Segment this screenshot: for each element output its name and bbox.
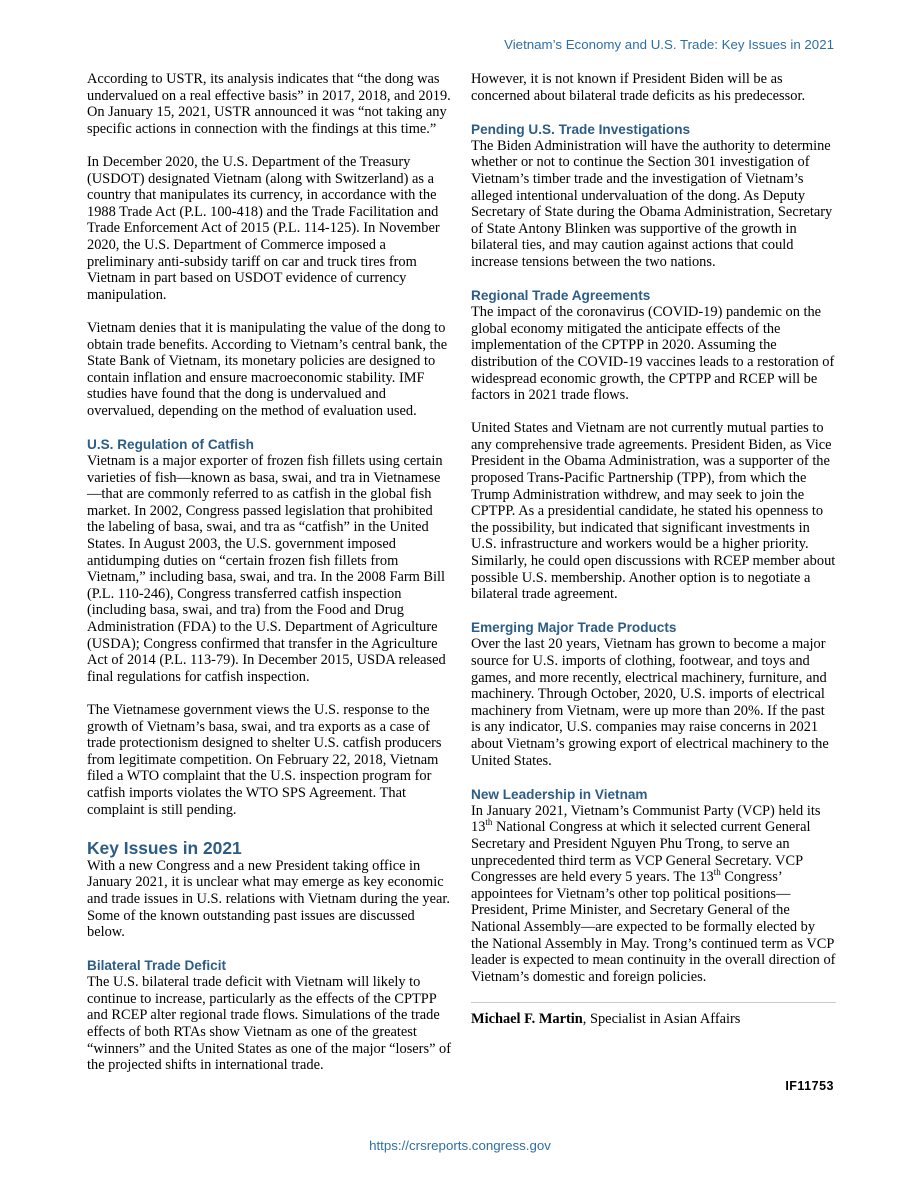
paragraph-new-leadership (471, 803, 836, 986)
paragraph-trade-agreements: United States and Vietnam are not currently mutual parties to any comprehensive trade agreements. President Biden, as Vice President in the Obama Administration, was a supporter of the proposed Trans-Pacific Partnership (TPP), from which the Trump Administration withdrew, and may seek to join the CPTPP. As a presidential candidate, he stated his openness to the possibility, but indicated that significant investments in U.S. infrastructure and workers would be a higher priority. Similarly, he could open discussions with RCEP member about possible U.S. membership. Another option is to negotiate a bilateral trade agreement. (471, 420, 836, 603)
paragraph-pending-investigations: The Biden Administration will have the authority to determine whether or not to continue the Section 301 investigation of Vietnam’s timber trade and the investigation of Vietnam’s alleged intentional undervaluation of the dong. As Deputy Secretary of State during the Obama Administration, Secretary of State Antony Blinken was supportive of the growth in bilateral ties, and may caution against actions that could increase tensions between the two nations. (471, 137, 833, 270)
running-header: Vietnam’s Economy and U.S. Trade: Key Issues in 2021 (504, 37, 834, 52)
heading-regional-trade-agreements: Regional Trade Agreements (471, 288, 651, 304)
right-column (471, 71, 836, 1044)
heading-emerging-products: Emerging Major Trade Products (471, 620, 677, 636)
paragraph-emerging-products: Over the last 20 years, Vietnam has grown to become a major source for U.S. imports of clothing, footwear, and toys and games, and more recently, electrical machinery, furniture, and machinery. Through October, 2020, U.S. imports of electrical machinery from Vietnam, were up more than 20%. If the past is any indicator, U.S. companies may raise concerns in 2021 about Vietnam’s growing export of electrical machinery to the United States. (471, 636, 829, 769)
paragraph-vietnam-denial: Vietnam denies that it is manipulating the value of the dong to obtain trade benefits. According to Vietnam’s central bank, the State Bank of Vietnam, its monetary policies are designed to contain inflation and ensure macroeconomic stability. IMF studies have found that the dong is undervalued and overvalued, depending on the method of evaluation used. (87, 319, 448, 419)
footer-link[interactable]: https://crsreports.congress.gov (369, 1138, 551, 1153)
report-id: IF11753 (785, 1079, 834, 1093)
heading-key-issues: Key Issues in 2021 (87, 837, 242, 858)
left-column (87, 71, 452, 1090)
heading-bilateral-trade-deficit: Bilateral Trade Deficit (87, 958, 227, 974)
paragraph-covid-impact: The impact of the coronavirus (COVID-19) pandemic on the global economy mitigated the anticipate effects of the implementation of the CPTPP in 2020. Assuming the distribution of the COVID-19 vaccines leads to a restoration of widespread economic growth, the CPTPP and RCEP will be factors in 2021 trade flows. (471, 304, 835, 404)
heading-pending-investigations: Pending U.S. Trade Investigations (471, 121, 691, 137)
paragraph-catfish-wto: The Vietnamese government views the U.S. response to the growth of Vietnam’s basa, swai, and tra exports as a case of trade protectionism designed to shelter U.S. catfish producers from legitimate competition. On February 22, 2018, Vietnam filed a WTO complaint that the U.S. inspection program for catfish imports violates the WTO SPS Agreement. That complaint is still pending. (87, 701, 442, 818)
author-line (471, 1011, 836, 1028)
author-title: , Specialist in Asian Affairs (582, 1010, 741, 1027)
leadership-text-part: National Congress at which it selected current General Secretary and President Nguyen Phu Trong, to serve an unprecedented third term as VCP General Secretary. VCP Congresses are held every 5 years. The 13 (471, 819, 811, 886)
heading-catfish-regulation: U.S. Regulation of Catfish (87, 437, 254, 453)
author-name: Michael F. Martin (471, 1010, 583, 1027)
paragraph-ustr-analysis: According to USTR, its analysis indicates that “the dong was undervalued on a real effective basis” in 2017, 2018, and 2019. On January 15, 2021, USTR announced it was “not taking any specific actions in connection with the findings at this time.” (87, 71, 451, 137)
ordinal-suffix: th (713, 867, 721, 878)
ordinal-suffix: th (485, 817, 493, 828)
paragraph-usdot-designation: In December 2020, the U.S. Department of the Treasury (USDOT) designated Vietnam (along with Switzerland) as a country that manipulates its currency, in accordance with the 1988 Trade Act (P.L. 100-418) and the Trade Facilitation and Trade Enforcement Act of 2015 (P.L. 114-125). In November 2020, the U.S. Department of Commerce imposed a preliminary anti-subsidy tariff on car and truck tires from Vietnam in part based on USDOT evidence of currency manipulation. (87, 153, 440, 303)
paragraph-catfish-history: Vietnam is a major exporter of frozen fish fillets using certain varieties of fish—known as basa, swai, and tra in Vietnamese—that are commonly referred to as catfish in the global fish market. In 2002, Congress passed legislation that prohibited the labeling of basa, swai, and tra as “catfish” in the United States. In August 2003, the U.S. government imposed antidumping duties on “certain frozen fish fillets from Vietnam,” including basa, swai, and tra. In the 2008 Farm Bill (P.L. 110-246), Congress transferred catfish inspection (including basa, swai, and tra) from the Food and Drug Administration (FDA) to the U.S. Department of Agriculture (USDA); Congress confirmed that transfer in the Agriculture Act of 2014 (P.L. 113-79). In December 2015, USDA released final regulations for catfish inspection. (87, 453, 446, 685)
paragraph-trade-deficit: The U.S. bilateral trade deficit with Vietnam will likely to continue to increase, particularly as the effects of the CPTPP and RCEP alter regional trade flows. Simulations of the trade effects of both RTAs show Vietnam as one of the greatest “winners” and the United States as one of the major “losers” of the projected shifts in international trade. (87, 974, 452, 1074)
author-divider (471, 1002, 836, 1003)
heading-new-leadership: New Leadership in Vietnam (471, 786, 648, 802)
paragraph-biden-deficits: However, it is not known if President Biden will be as concerned about bilateral trade deficits as his predecessor. (471, 71, 806, 104)
leadership-text-part: In January 2021, Vietnam’s Communist Party (VCP) held its 13 (471, 802, 821, 836)
paragraph-key-issues: With a new Congress and a new President taking office in January 2021, it is unclear what may emerge as key economic and trade issues in U.S. relations with Vietnam during the year. Some of the known outstanding past issues are discussed below. (87, 857, 450, 941)
leadership-text-part: Congress’ appointees for Vietnam’s other top political positions—President, Prime Minister, and Secretary General of the National Assembly—are expected to be formally elected by the National Assembly in May. Trong’s continued term as VCP leader is expected to mean continuity in the overall direction of Vietnam’s domestic and foreign policies. (471, 869, 836, 985)
